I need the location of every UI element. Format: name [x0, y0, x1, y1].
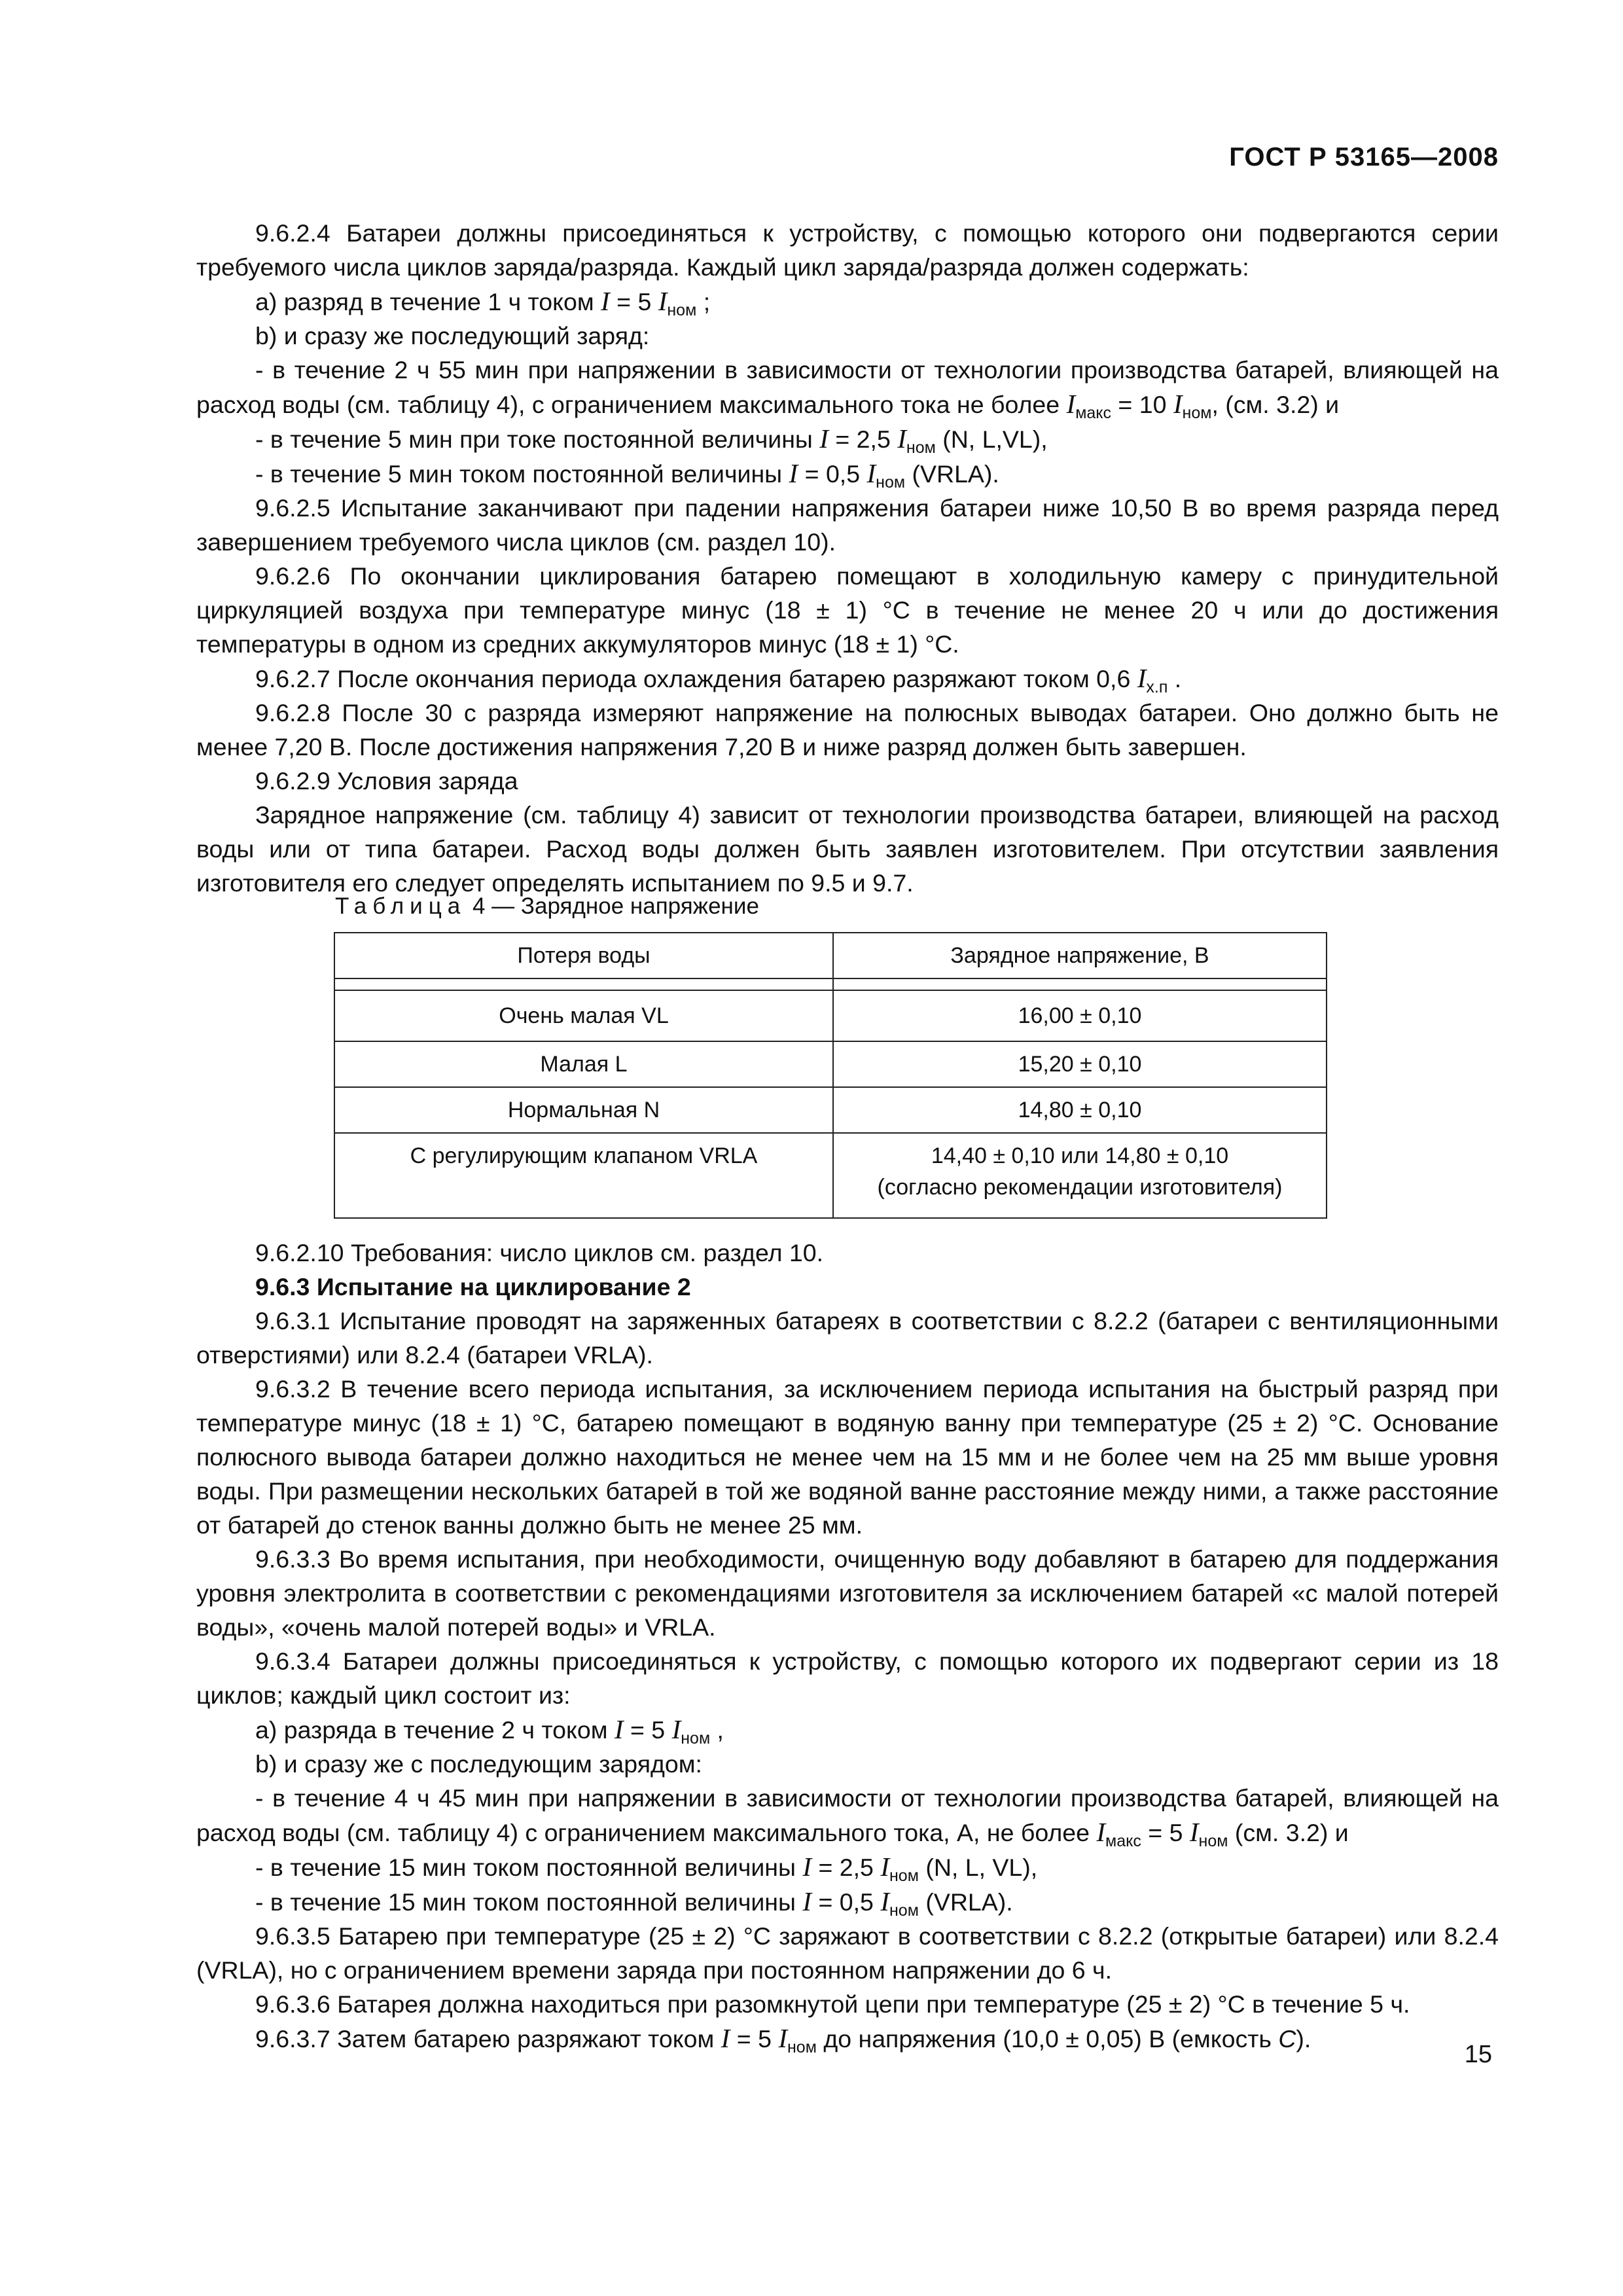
paragraph-9-6-3-3: 9.6.3.3 Во время испытания, при необходимости, очищенную воду добавляют в батарею для поддержания уровня электролита в соответствии с рекомендациями изготовителя за исключением батарей «с малой потерей воды», «очень малой потерей воды» и VRLA. [196, 1545, 1499, 1641]
paragraph-9-6-3-4: 9.6.3.4 Батареи должны присоединяться к устройству, с помощью которого их подвергают серии из 18 циклов; каждый цикл состоит из: [196, 1647, 1499, 1709]
table-caption: Таблица 4 — Зарядное напряжение [335, 893, 759, 919]
table-cell-voltage: 14,40 ± 0,10 или 14,80 ± 0,10 (согласно рекомендации изготовителя) [833, 1133, 1327, 1218]
table-cell-voltage: 14,80 ± 0,10 [833, 1087, 1327, 1133]
dash-item-1: - в течение 4 ч 45 мин при напряжении в зависимости от технологии производства батарей, влияющей на расход воды (см. таблицу 4) с ограничением максимального тока, А, не более $I_{макс} = 5$ $I_{ном}$ (см. 3.2) и [196, 1784, 1499, 1850]
document-code: ГОСТ Р 53165—2008 [1229, 143, 1499, 171]
section-9-6-3 [196, 1236, 1499, 2056]
paragraph-9-6-3-1: 9.6.3.1 Испытание проводят на заряженных батареях в соответствии с 8.2.2 (батареи с вентиляционными отверстиями) или 8.2.4 (батареи VRLA). [196, 1307, 1499, 1369]
table-row [334, 990, 1327, 1041]
section-9-6-2 [196, 216, 1499, 900]
table-cell-loss: Нормальная N [334, 1087, 833, 1133]
dash-item-2: - в течение 15 мин током постоянной величины I = 2,5 $I_{ном}$ (N, L, VL), [255, 1852, 1038, 1885]
paragraph-9-6-2-10: 9.6.2.10 Требования: число циклов см. раздел 10. [255, 1239, 824, 1266]
table-header-water-loss: Потеря воды [334, 933, 833, 978]
dash-item-3: - в течение 5 мин током постоянной величины I = 0,5 $I_{ном}$ (VRLA). [255, 458, 999, 492]
paragraph-9-6-3-7: 9.6.3.7 Затем батарею разряжают током I = 5 $I_{ном}$ до напряжения (10,0 ± 0,05) В (емкость С). [255, 2023, 1311, 2056]
page-number: 15 [1464, 2041, 1492, 2068]
paragraph-9-6-2-4: 9.6.2.4 Батареи должны присоединяться к устройству, с помощью которого они подвергаются серии требуемого числа циклов заряда/разряда. Каждый цикл заряда/разряда должен содержать: [196, 219, 1499, 281]
table-cell-loss: Очень малая VL [334, 990, 833, 1041]
paragraph-charge-voltage: Зарядное напряжение (см. таблицу 4) зависит от технологии производства батареи, влияющей на расход воды или от типа батареи. Расход воды должен быть заявлен изготовителем. При отсутствии заявления изготовителя его следует определять испытанием по 9.5 и 9.7. [196, 801, 1499, 897]
table-header-row [334, 933, 1327, 978]
table-4-charge-voltage [334, 932, 1327, 1219]
table-cell-loss: С регулирующим клапаном VRLA [334, 1133, 833, 1218]
paragraph-9-6-2-8: 9.6.2.8 После 30 с разряда измеряют напряжение на полюсных выводах батареи. Оно должно быть не менее 7,20 В. После достижения напряжения 7,20 В и ниже разряд должен быть завершен. [196, 699, 1499, 761]
paragraph-9-6-2-6: 9.6.2.6 По окончании циклирования батарею помещают в холодильную камеру с принудительной циркуляцией воздуха при температуре минус (18 ± 1) °С в течение не менее 20 ч или до достижения температуры в одном из средних аккумуляторов минус (18 ± 1) °С. [196, 562, 1499, 658]
table-row [334, 1041, 1327, 1087]
paragraph-9-6-2-9: 9.6.2.9 Условия заряда [255, 767, 518, 795]
table-row [334, 1133, 1327, 1218]
paragraph-9-6-3-2: 9.6.3.2 В течение всего периода испытания, за исключением периода испытания на быстрый разряд при температуре минус (18 ± 1) °С, батарею помещают в водяную ванну при температуре (25 ± 2) °С. Основание полюсного вывода батареи должно находиться не менее чем на 15 мм и не более чем на 25 мм выше уровня воды. При размещении нескольких батарей в той же водяной ванне расстояние между ними, а также расстояние от батарей до стенок ванны должно быть не менее 25 мм. [196, 1375, 1499, 1539]
item-b: b) и сразу же с последующим зарядом: [255, 1750, 702, 1778]
table-cell-loss: Малая L [334, 1041, 833, 1087]
item-a: а) разряд в течение 1 ч током I = 5 $I_{ном}$ ; [255, 286, 711, 319]
table-spacer-row [334, 978, 1327, 990]
table-cell-voltage: 15,20 ± 0,10 [833, 1041, 1327, 1087]
dash-item-2: - в течение 5 мин при токе постоянной величины I = 2,5 $I_{ном}$ (N, L,VL), [255, 423, 1048, 457]
table-header-charge-voltage: Зарядное напряжение, В [833, 933, 1327, 978]
table-row [334, 1087, 1327, 1133]
table-cell-voltage: 16,00 ± 0,10 [833, 990, 1327, 1041]
section-heading: 9.6.3 Испытание на циклирование 2 [255, 1273, 691, 1300]
dash-item-3: - в течение 15 мин током постоянной величины I = 0,5 $I_{ном}$ (VRLA). [255, 1886, 1013, 1920]
paragraph-9-6-3-5: 9.6.3.5 Батарею при температуре (25 ± 2) °С заряжают в соответствии с 8.2.2 (открытые батареи) или 8.2.4 (VRLA), но с ограничением времени заряда при постоянном напряжении до 6 ч. [196, 1922, 1499, 1984]
paragraph-9-6-2-7: 9.6.2.7 После окончания периода охлаждения батарею разряжают током 0,6 $I_{х.п}$ . [255, 663, 1182, 696]
item-b: b) и сразу же последующий заряд: [255, 322, 650, 350]
paragraph-9-6-2-5: 9.6.2.5 Испытание заканчивают при падении напряжения батареи ниже 10,50 В во время разряда перед завершением требуемого числа циклов (см. раздел 10). [196, 494, 1499, 556]
paragraph-9-6-3-6: 9.6.3.6 Батарея должна находиться при разомкнутой цепи при температуре (25 ± 2) °С в течение 5 ч. [255, 1990, 1410, 2018]
item-a: а) разряда в течение 2 ч током I = 5 $I_{ном}$ , [255, 1714, 724, 1748]
dash-item-1: - в течение 2 ч 55 мин при напряжении в зависимости от технологии производства батарей, влияющей на расход воды (см. таблицу 4), с ограничением максимального тока не более $I_{макс} = 10$ $I_{ном}$, (см. 3.2) и [196, 356, 1499, 422]
